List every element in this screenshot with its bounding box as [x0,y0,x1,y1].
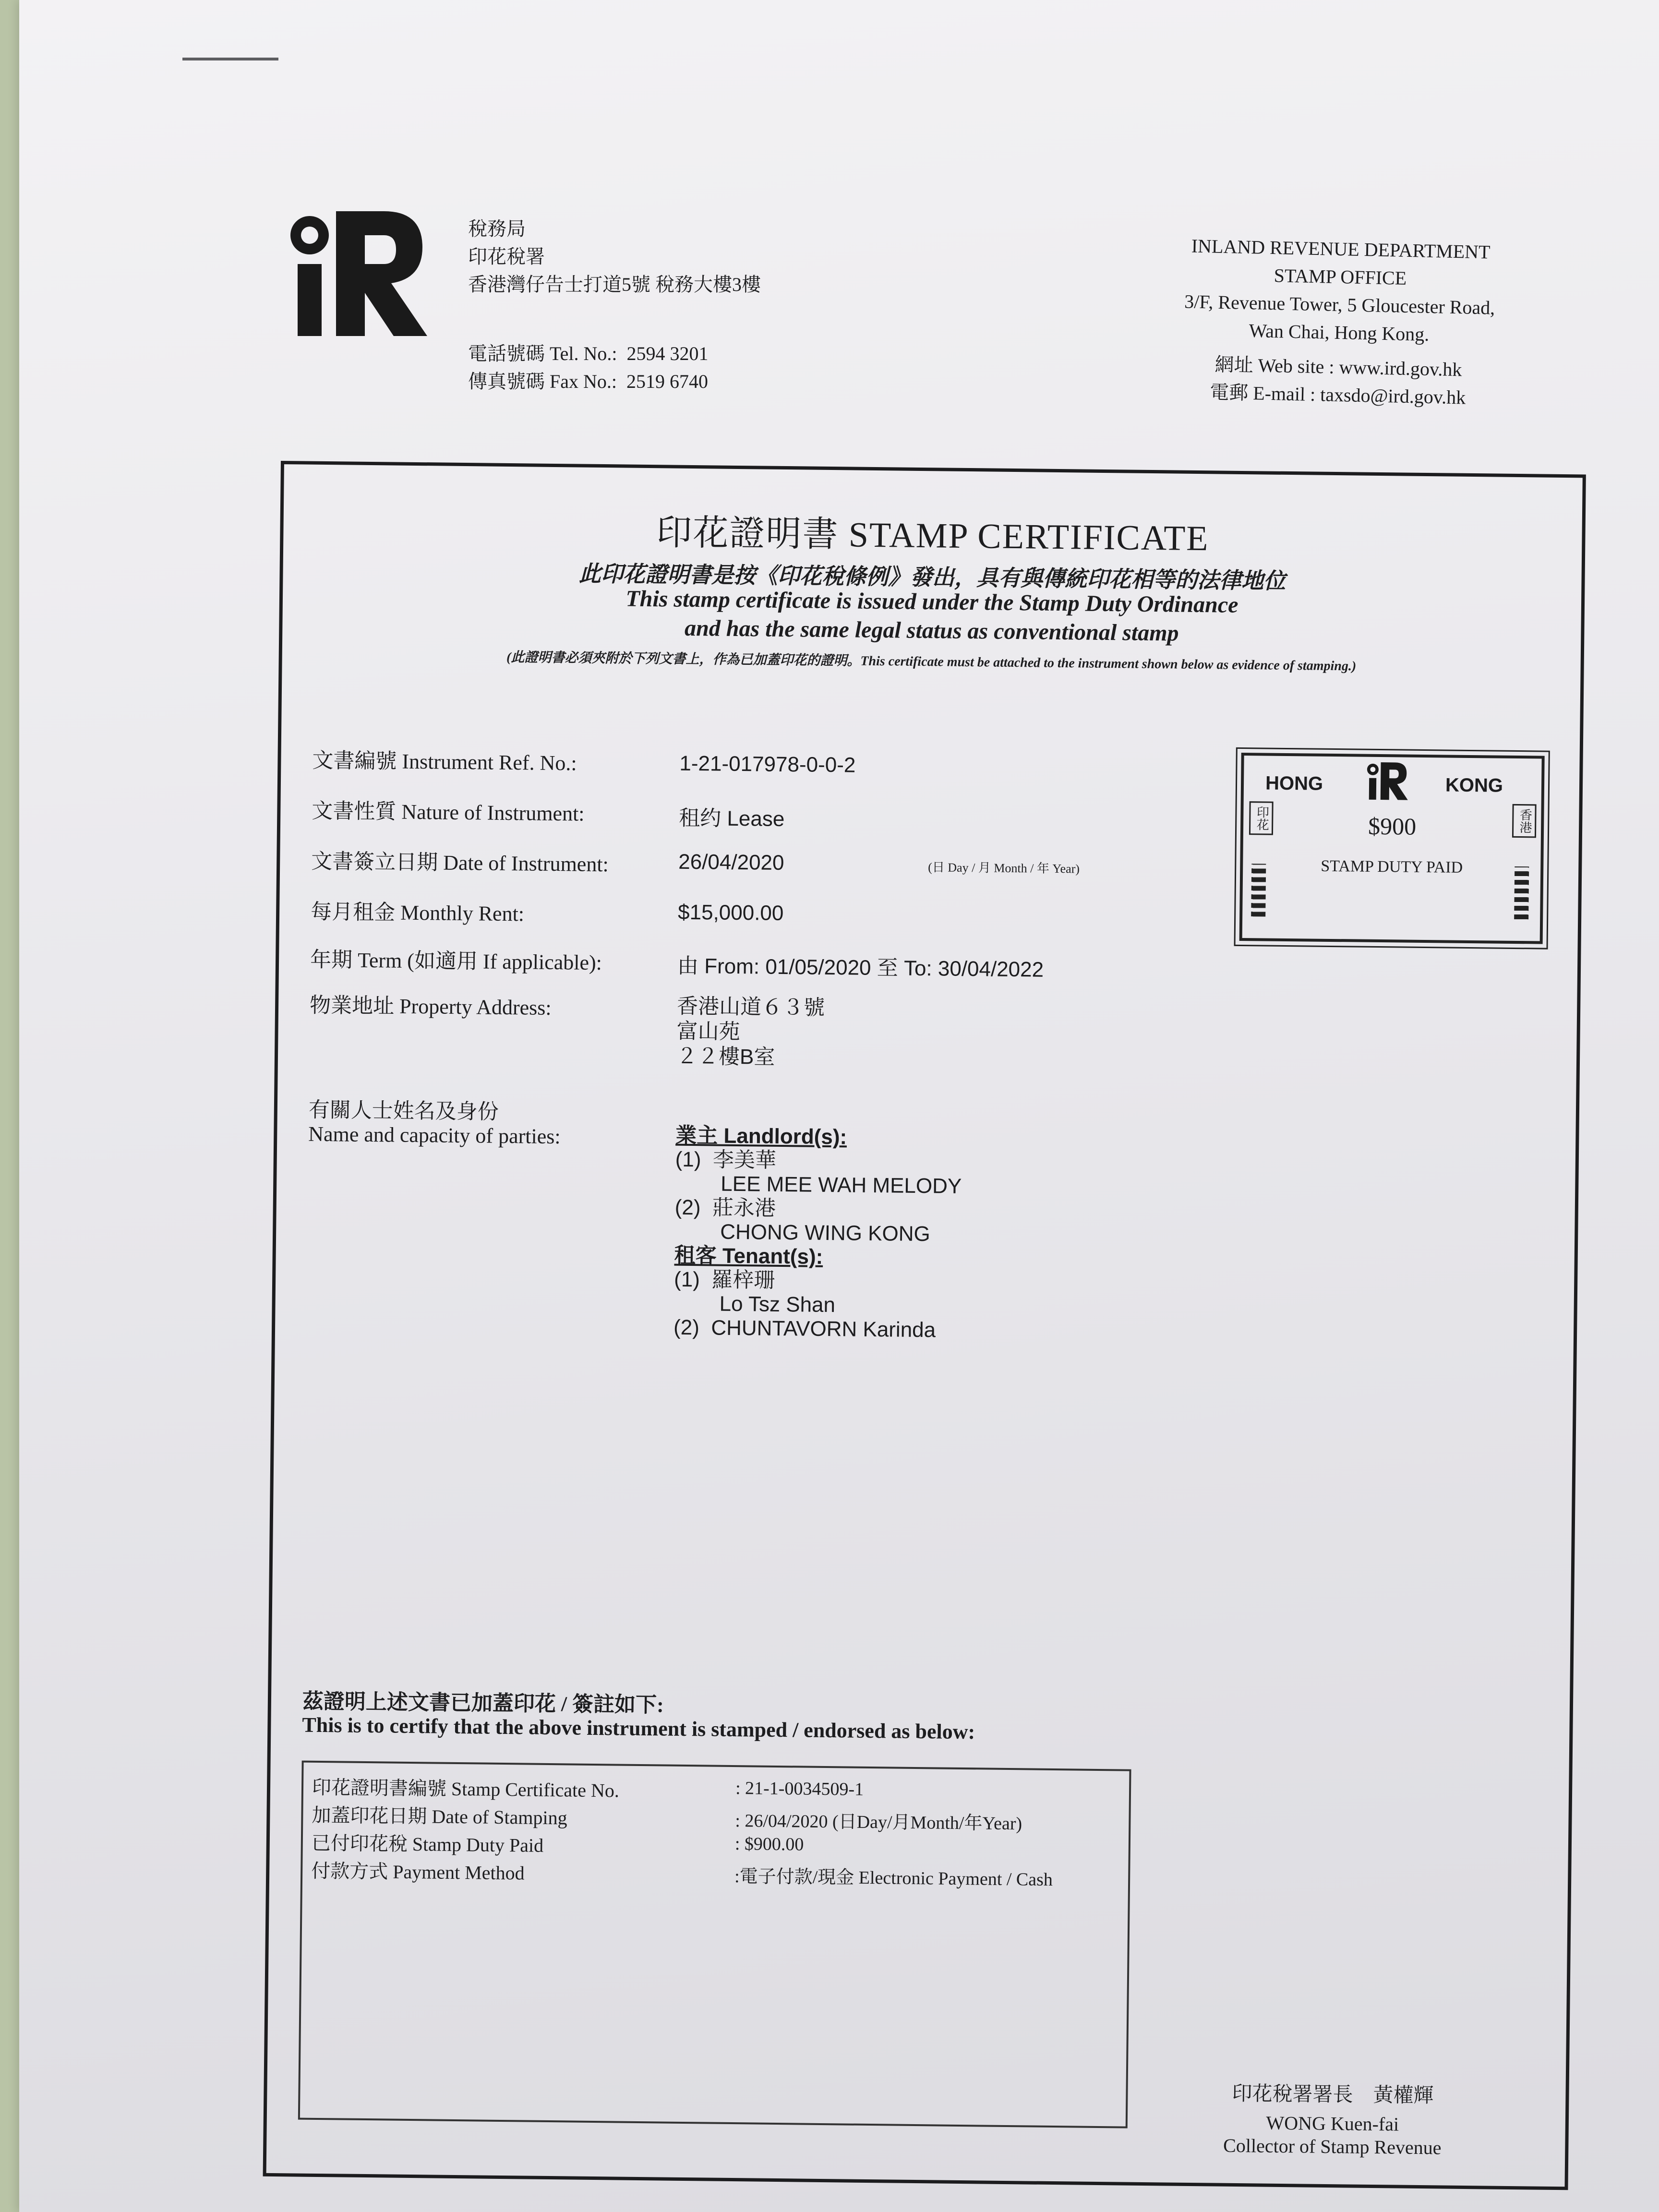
stamp-ird-logo [1366,762,1410,801]
nature-value: 租约 Lease [678,806,785,831]
subtitle-en-line1: This stamp certificate is issued under the Stamp Duty Ordinance [625,586,1238,618]
certificate-frame [263,461,1586,2190]
signer-name-zh: 印花稅署署長 黃權輝 [1232,2082,1434,2107]
dept-name-en: INLAND REVENUE DEPARTMENT [1191,235,1491,263]
header-left-address [468,215,761,299]
stamp-hong: HONG [1265,772,1323,794]
office-name-zh: 印花稅署 [468,246,545,267]
party-number: (1) [675,1147,701,1172]
party-number: (1) [673,1267,700,1292]
payment-method-label: 付款方式 Payment Method [311,1860,525,1884]
rent-label: 每月租金 Monthly Rent: [310,900,525,926]
dept-name-zh: 稅務局 [468,218,526,240]
party-number: (2) [674,1195,701,1220]
tenant-name-en: CHUNTAVORN Karinda [711,1316,936,1342]
stamp-side-left: 印花 [1249,801,1274,835]
stamp-side-right: 香港 [1512,804,1537,838]
nature-label: 文書性質 Nature of Instrument: [312,799,585,826]
stamp-kong: KONG [1445,774,1503,796]
parties-label [308,1098,561,1149]
tenant-name-en: Lo Tsz Shan [719,1292,836,1317]
party-number: (2) [673,1315,700,1340]
landlord-name-en: LEE MEE WAH MELODY [721,1172,962,1198]
email-text: 電郵 E-mail : taxsdo@ird.gov.hk [1209,381,1466,409]
contact-numbers [468,340,709,396]
rent-value: $15,000.00 [677,900,784,926]
signer-name-en: WONG Kuen-fai [1266,2112,1399,2135]
endorsement-box [298,1761,1131,2128]
landlord-name-zh: 莊永港 [712,1196,776,1220]
certificate-no-value: : 21-1-0034509-1 [735,1778,864,1800]
header-right-address [1150,231,1528,413]
parties-list [673,1124,962,1343]
date-label: 文書簽立日期 Date of Instrument: [311,849,609,877]
date-format-hint: (日 Day / 月 Month / 年 Year) [928,860,1080,876]
duty-paid-label: 已付印花稅 Stamp Duty Paid [311,1832,544,1856]
stamp-amount: $900 [1368,812,1417,840]
address-zh: 香港灣仔告士打道5號 稅務大樓3樓 [468,274,761,295]
fax-label: 傳真號碼 Fax No.: [468,371,617,392]
attachment-note: (此證明書必須夾附於下列文書上，作為已加蓋印花的證明。This certificate must be attached to the instrument shown below as evidence of stamping.) [506,649,1357,674]
office-name-en: STAMP OFFICE [1274,264,1407,289]
landlord-name-zh: 李美華 [712,1148,777,1172]
address-line-1: 3/F, Revenue Tower, 5 Gloucester Road, [1184,290,1495,319]
certify-statement-zh: 茲證明上述文書已加蓋印花 / 簽註如下: [302,1689,664,1717]
property-address [676,994,825,1070]
tel-value: 2594 3201 [626,343,709,364]
stamp-border-ornament [1251,864,1266,916]
ref-no-value: 1-21-017978-0-0-2 [679,751,856,777]
parties-label-zh: 有關人士姓名及身份 [308,1098,499,1124]
term-label: 年期 Term (如適用 If applicable): [310,948,602,975]
address-line: 富山苑 [676,1019,740,1044]
tenant-name-zh: 羅梓珊 [711,1268,775,1292]
date-value: 26/04/2020 [678,850,784,875]
tenant-heading: 租客 Tenant(s): [674,1243,823,1269]
stamping-date-value: : 26/04/2020 (日Day/月Month/年Year) [735,1811,1022,1834]
stamping-date-label: 加蓋印花日期 Date of Stamping [312,1804,567,1829]
address-line: ２２樓B室 [676,1044,775,1069]
stamp-duty-paid-stamp [1239,753,1545,944]
address-line: 香港山道６３號 [676,994,825,1020]
certificate-title: 印花證明書 STAMP CERTIFICATE [656,513,1209,559]
signer-title: Collector of Stamp Revenue [1223,2134,1442,2159]
fold-mark [182,58,278,60]
certificate-no-label: 印花證明書編號 Stamp Certificate No. [312,1776,620,1802]
subtitle-zh: 此印花證明書是按《印花稅條例》發出，具有與傳統印花相等的法律地位 [578,561,1286,593]
website-text: 網址 Web site : www.ird.gov.hk [1214,353,1462,381]
stamp-caption: STAMP DUTY PAID [1321,857,1463,877]
stamp-border-ornament [1514,866,1529,919]
payment-method-value: :電子付款/現金 Electronic Payment / Cash [734,1866,1053,1890]
document-page [19,0,1659,2212]
address-label: 物業地址 Property Address: [309,993,552,1020]
term-value: 由 From: 01/05/2020 至 To: 30/04/2022 [677,954,1044,982]
landlord-heading: 業主 Landlord(s): [675,1123,847,1149]
tel-label: 電話號碼 Tel. No.: [468,343,617,364]
ird-logo [288,211,432,336]
address-line-2: Wan Chai, Hong Kong. [1249,320,1430,345]
ref-no-label: 文書編號 Instrument Ref. No.: [312,748,577,775]
fax-value: 2519 6740 [626,371,708,392]
duty-paid-value: : $900.00 [734,1834,804,1855]
certify-statement-en: This is to certify that the above instrument is stamped / endorsed as below: [302,1713,975,1744]
parties-label-en: Name and capacity of parties: [308,1122,561,1149]
landlord-name-en: CHONG WING KONG [720,1220,931,1246]
subtitle-en-line2: and has the same legal status as conventional stamp [684,615,1179,646]
